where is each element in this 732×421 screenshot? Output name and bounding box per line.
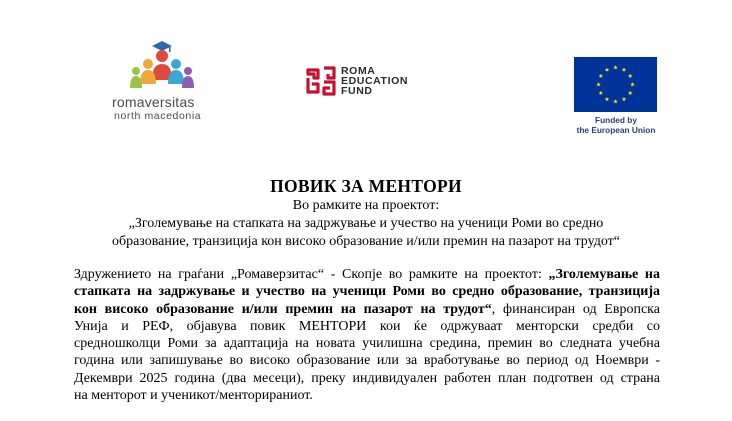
eu-star <box>630 82 635 86</box>
body-line-6: година или запишување во високо образование или за вработување во период од Ноември - <box>74 353 660 369</box>
body-line-2 <box>74 283 660 300</box>
eu-star <box>599 74 604 78</box>
eu-star <box>613 99 618 103</box>
eu-caption <box>568 115 664 135</box>
romaversitas-wordmark: romaversitas <box>112 94 195 110</box>
ref-word-2: EDUCATION <box>341 75 409 87</box>
eu-star <box>596 82 601 86</box>
body-line-3 <box>74 301 660 318</box>
eu-star <box>628 74 633 78</box>
ref-wordmark <box>341 66 408 96</box>
eu-star <box>622 97 627 101</box>
ref-emblem-icon <box>305 65 337 97</box>
body-line-7: Декември 2025 година (два месеци), преку индивидуален работен план подготвен од страна <box>74 370 660 386</box>
header-logos <box>0 0 732 150</box>
body-paragraph <box>74 266 660 404</box>
subtitle: Во рамките на проектот: <box>292 198 440 213</box>
body-line-4: Унија и РЕФ, објавува повик МЕНТОРИ кои ќе одржуваат менторски средби со <box>74 318 660 334</box>
eu-star <box>628 91 633 95</box>
romaversitas-logo <box>112 40 212 120</box>
body-line-5: средношколци Роми за адаптација на новата училишна средина, премин во следната учебна <box>74 336 660 352</box>
ref-word-3: FUND <box>341 85 373 97</box>
body-line-1 <box>74 266 660 283</box>
eu-star <box>605 67 610 71</box>
ref-word-1: ROMA <box>341 65 376 77</box>
body-bold-text: кон високо образование и/или премин на пазарот на трудот“ <box>74 301 492 317</box>
page-title: ПОВИК ЗА МЕНТОРИ <box>270 176 462 196</box>
eu-flag <box>574 57 657 112</box>
body-bold-text: стапката на задржување и учество на ученици Роми во средно образование, транзиција <box>74 284 660 300</box>
body-bold-text: „Зголемување на <box>548 267 660 282</box>
eu-funding-logo <box>572 57 668 133</box>
body-text: , финансиран од Европска <box>491 301 660 317</box>
roma-education-fund-logo <box>305 65 435 105</box>
romaversitas-subtitle: north macedonia <box>114 110 202 122</box>
project-name-line-1: „Зголемување на стапката на задржување и учество на ученици Роми во средно <box>128 216 604 231</box>
eu-caption-line-1: Funded by <box>595 115 637 125</box>
romaversitas-people-icon <box>122 40 202 92</box>
eu-star <box>622 67 627 71</box>
body-text: Здружението на граѓани „Ромаверзитас“ - Скопје во рамките на проектот: <box>74 267 549 282</box>
eu-caption-line-2: the European Union <box>576 125 656 135</box>
eu-star <box>605 97 610 101</box>
project-name-line-2: образование, транзиција кон високо образование и/или премин на пазарот на трудот“ <box>111 234 621 249</box>
body-line-8: на менторот и ученикот/менторираниот. <box>74 388 313 404</box>
eu-stars-icon <box>574 57 657 112</box>
eu-star <box>599 91 604 95</box>
eu-star <box>613 65 618 69</box>
